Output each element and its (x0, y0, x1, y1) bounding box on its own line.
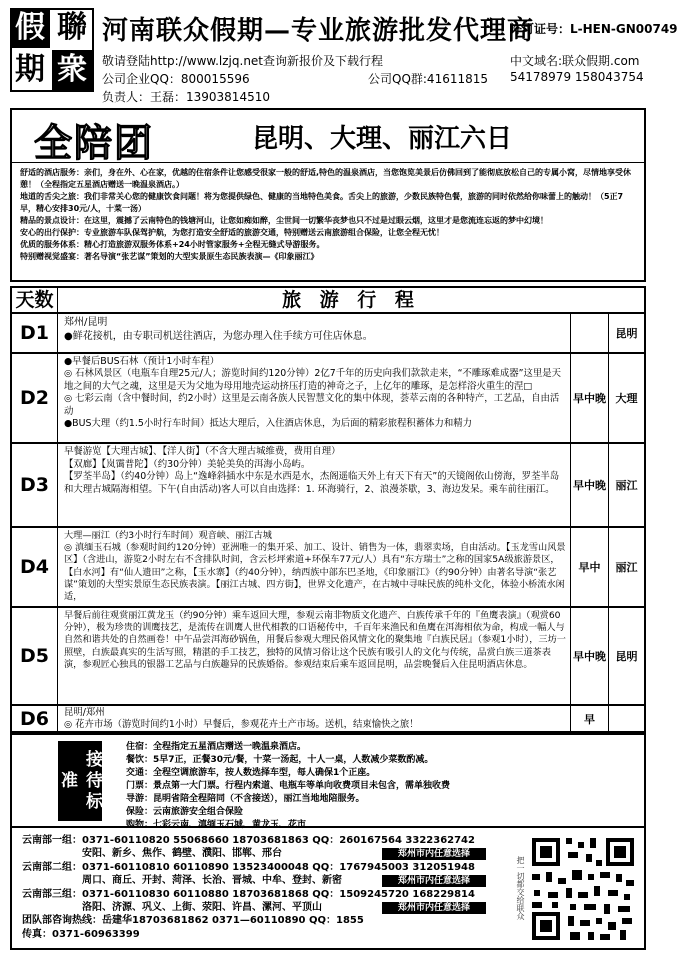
route-title: 昆明、大理、丽江六日 (252, 124, 513, 154)
permit-number: 许可证号：L-HEN-GN00749 (510, 22, 678, 36)
contact-line: 云南部一组：0371-60110820 55068660 18703681863 QQ：260167564 3322362742 (22, 835, 475, 846)
slogan-stamp: 把一切都交给联众 (516, 856, 525, 920)
day-line: ◎ 石林风景区（电瓶车自理25元/人；游览时间约120分钟）2亿7千年的历史向我们款款走来，“不雕琢难成器”这里是天地之间的大气之魂，这里是天为父地为母用地壳运动挤压打造的神奇之子，上亿年的雕琢，是怎样浴火重生的涅□ (64, 368, 562, 392)
day-line: ●鲜花接机，由专职司机送往酒店，为您办理入住手续方可住店休息。 (64, 330, 373, 342)
contact-line: 周口、商丘、开封、菏泽、长治、晋城、中牟、登封、新密 (82, 875, 342, 887)
itinerary-header (10, 286, 646, 314)
website-line: 敬请登陆http://www.lzjq.net查询新报价及下载行程 (102, 54, 384, 68)
day-label: D6 (12, 706, 58, 731)
day-label: D5 (12, 608, 58, 704)
service-item: 门票：景点第一大门票。行程内索道、电瓶车等单向收费项目未包含，需单独收费 (126, 781, 451, 791)
contact-line: 云南部二组：0371-60110810 60110890 13523400048 QQ：1767945003 312051948 (22, 861, 475, 873)
header (10, 8, 678, 108)
title-box (10, 108, 646, 165)
contact-line: 团队部咨询热线：岳建华18703681862 0371—60110890 QQ：1855 (22, 915, 364, 927)
itinerary-day-d5 (10, 608, 646, 706)
day-label: D1 (12, 314, 58, 352)
qr-code-icon (528, 834, 638, 944)
contact-line: 洛阳、济源、巩义、上街、荥阳、许昌、漯河、平顶山 (82, 902, 322, 914)
qq-group-numbers: 54178979 158043754 (510, 70, 644, 84)
contact-section (10, 828, 646, 950)
day-column-header: 天数 (12, 288, 58, 312)
day-meals (570, 314, 608, 352)
logo-char: 衆 (52, 50, 92, 90)
logo-char: 假 (10, 8, 50, 48)
day-hotel: 丽江 (608, 528, 644, 606)
service-item: 餐饮：5早7正，正餐30元/餐，十菜一汤起，十人一桌，人数减少菜数酌减。 (126, 755, 434, 765)
itinerary-day-d2 (10, 354, 646, 444)
day-description (64, 610, 566, 671)
service-tag: 接待标准 (58, 741, 102, 821)
day-line: 【双廊】【岚霭普陀】（约30分钟）美轮美奂的洱海小岛屿。 (64, 458, 311, 470)
day-line: ●BUS大理（约1.5小时行车时间）抵达大理后，入住酒店休息，为后面的精彩旅程积蓄体力和精力 (64, 418, 472, 430)
service-standards (10, 733, 646, 828)
day-meals: 早中晚 (570, 444, 608, 526)
contact-line: 安阳、新乡、焦作、鹤壁、濮阳、邯郸、邢台 (82, 848, 282, 860)
program-column-header: 旅 游 行 程 (282, 289, 420, 311)
brand-name: 河南联众假期—专业旅游批发代理商 (102, 16, 535, 46)
highlight-item: 优质的服务体系：精心打造旅游双服务体系+24小时管家服务+全程无缝式导游服务。 (20, 240, 325, 249)
day-line: ◎ 滇缅玉石城（参观时间约120分钟）亚洲唯一的集开采、加工、设计、销售为一体，翡翠卖场，自由活动。【玉龙雪山风景区】（含进山，游览2小时左右不含排队时间，含云杉坪索道+环保车77元/人）具有“东方瑞士”之称的国家5A级旅游景区，【白水河】有“仙人遗田”之称，【玉水寨】（约40分钟），纳西族中部东巴圣地，《印象丽江》（约90分钟）由著名导演“张艺谋”策划的大型实景原生态民族表演。【丽江古城、四方街】，世界文化遗产，在古城中寻味民族的纯朴文化，体验小桥流水闲适， (64, 542, 566, 603)
day-label: D3 (12, 444, 58, 526)
day-line: 早餐后前往观赏丽江黄龙玉（约90分钟）乘车返回大理，参观云南非物质文化遗产、白族传承千年的『鱼鹰表演』（观赏60分钟），极为珍贵的训鹰技艺，是流传在训鹰人世代相教的口语秘传中，千百年来渔民和鱼鹰在洱海相依为命，构成一幅人与自然和谐共处的自然画卷！中午品尝洱海砂锅鱼，用餐后参观大理民俗风情文化的聚集地『白族民居』（参观1小时），三坊一照壁，白族最真实的生活写照，精湛的手工技艺，独特的风情习俗让这个民族有吸引人的文化与传统，品赏白族三道茶表演，参观匠心独具的银器工艺品与白族趣异的民族婚俗。参观结束后乘车返回昆明，品尝晚餐后入住昆明酒店休息。 (64, 610, 566, 670)
day-hotel: 昆明 (608, 314, 644, 352)
contact-line: 云南部三组：0371-60110830 60110880 18703681868 QQ：1509245720 168229814 (22, 888, 475, 900)
day-label: D4 (12, 528, 58, 606)
company-qq: 公司企业QQ：800015596 (102, 72, 250, 86)
highlights-section (10, 162, 646, 282)
day-line: ◎ 七彩云南（含中餐时间，约2小时）这里是云南各族人民智慧文化的集中体现，荟萃云南的各种特产，工艺品，自由活动 (64, 393, 560, 417)
itinerary-day-d4 (10, 528, 646, 608)
manager-contact: 负责人：王磊：13903814510 (102, 90, 270, 104)
highlight-item: 精品的景点设计：在这里，震撼了云南特色的钱塘河山，让您如痴如醉，尘世间一切繁华丧梦也只不过是过眼云烟，这里才是您流连忘返的梦中幻境！ (20, 216, 548, 225)
region-badge: 郑州市内任意选择 (382, 902, 486, 914)
logo-char: 期 (15, 52, 45, 87)
day-description (64, 316, 566, 343)
service-item: 交通：全程空调旅游车，按人数选择车型，每人确保1个正座。 (126, 768, 376, 778)
day-meals: 早中晚 (570, 354, 608, 442)
contact-line: 传真：0371-60963399 (22, 928, 140, 940)
service-item: 导游：昆明省陪全程陪同（不含接送），丽江当地地陪服务。 (126, 794, 365, 804)
itinerary-day-d6 (10, 706, 646, 733)
domain-name: 中文域名:联众假期.com (510, 54, 640, 68)
day-hotel: 大理 (608, 354, 644, 442)
service-list (126, 741, 450, 832)
day-hotel (608, 706, 644, 731)
day-meals: 早中 (570, 528, 608, 606)
day-hotel: 昆明 (608, 608, 644, 704)
service-item: 住宿：全程指定五星酒店赠送一晚温泉酒店。 (126, 742, 307, 752)
itinerary-day-d3 (10, 444, 646, 528)
day-line: ●早餐后BUS石林（预计1小时车程） (64, 356, 220, 367)
day-line: ◎ 花卉市场（游览时间约1小时）早餐后，参观花卉土产市场。送机，结束愉快之旅！ (64, 718, 419, 730)
day-label: D2 (12, 354, 58, 442)
day-description (64, 530, 566, 603)
company-logo (10, 8, 94, 92)
region-badge: 郑州市内任意选择 (382, 848, 486, 860)
itinerary-day-d1 (10, 314, 646, 354)
day-hotel: 丽江 (608, 444, 644, 526)
day-line: 昆明/郑州 (64, 707, 105, 718)
service-item: 保险：云南旅游安全组合保险 (126, 807, 244, 817)
service-item: 购物：七彩云南、滇缅玉石城、黄龙玉、花市 (126, 820, 307, 830)
day-description (64, 707, 566, 730)
highlight-item: 安心的出行保护：专业旅游车队保驾护航，为您打造安全舒适的旅游交通，特别赠送云南旅游组合保险，让您全程无忧！ (20, 228, 444, 237)
highlight-item: 舒适的酒店服务：亲们，身在外、心在家，优越的住宿条件让您感受很家一般的舒适,特色的温泉酒店，当您饱览美景后仿佛回到了能彻底放松自己的专属小窝，尽情地享受休憩！（全程指定五星酒店赠送一晚温泉酒店。） (20, 168, 632, 189)
highlight-item: 特别赠视觉盛宴：著名导演“张艺谋”策划的大型实景原生态民族表演—《印象丽江》 (20, 252, 319, 261)
qq-group: 公司QQ群:41611815 (368, 72, 489, 86)
day-line: 大理—丽江（约3小时行车时间）观音峡、丽江古城 (64, 530, 272, 541)
highlight-item: 地道的舌尖之旅：我们非常关心您的健康饮食问题！将为您提供绿色、健康的当地特色美食。舌尖上的旅游，少数民族特色餐，旅游的同时依然给你味蕾上的触动！（5正7早，精心安排30元/人，十菜一汤） (20, 192, 624, 213)
logo-char: 聯 (57, 10, 87, 45)
day-line: 【罗荃半岛】（约40分钟）岛上“逸峰斜插水中东是水西是水，杰阁遥临天外上有天下有天”的天镜阁依山傍海，罗荃半岛和大理古城隔海相望。下午(自由活动)客人可以自由选择：1. 环海骑行，2、浪漫茶歇，3、海边发呆。乘车前往丽江。 (64, 471, 560, 495)
region-badge: 郑州市内任意选择 (382, 875, 486, 887)
day-description (64, 446, 566, 496)
day-line: 郑州/昆明 (64, 317, 108, 328)
tour-type-title: 全陪团 (34, 120, 155, 165)
day-meals: 早中晚 (570, 608, 608, 704)
day-description (64, 356, 566, 430)
day-meals: 早 (570, 706, 608, 731)
day-line: 早餐游览【大理古城】、【洋人街】（不含大理古城维费，费用自理） (64, 446, 341, 457)
